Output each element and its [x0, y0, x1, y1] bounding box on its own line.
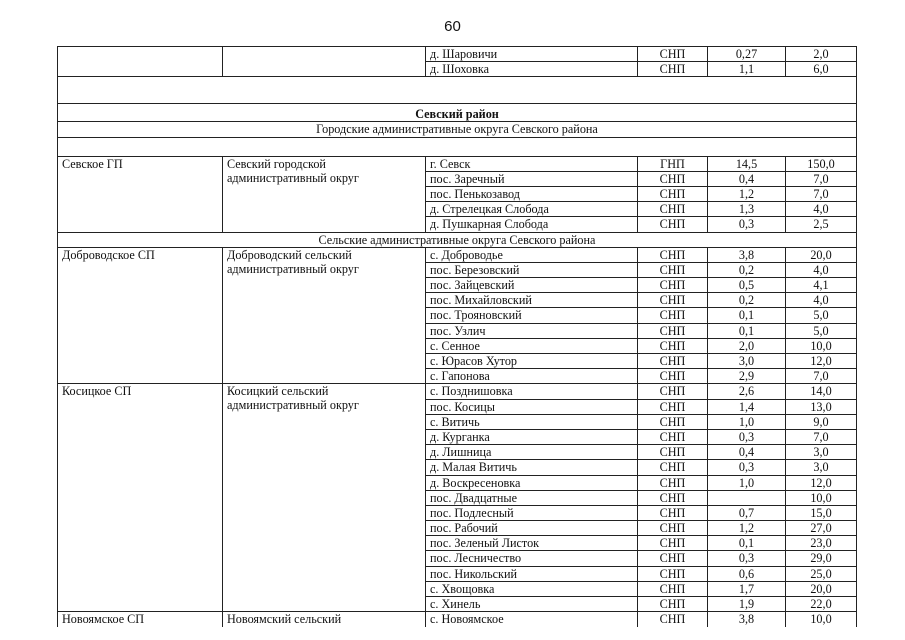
value-2: 2,0 [786, 47, 857, 62]
value-1: 1,3 [708, 202, 786, 217]
value-1: 1,2 [708, 186, 786, 201]
value-1: 0,1 [708, 308, 786, 323]
value-2: 7,0 [786, 429, 857, 444]
value-1: 0,5 [708, 278, 786, 293]
settlement-name: пос. Рабочий [426, 521, 638, 536]
settlement-name: пос. Березовский [426, 262, 638, 277]
table-row [58, 612, 857, 627]
settlement-name: пос. Лесничество [426, 551, 638, 566]
value-1: 0,6 [708, 566, 786, 581]
value-1: 1,1 [708, 62, 786, 77]
settlement-name: д. Шоховка [426, 62, 638, 77]
value-2: 5,0 [786, 323, 857, 338]
settlement-name: пос. Трояновский [426, 308, 638, 323]
value-2: 6,0 [786, 62, 857, 77]
settlement-name: с. Витичь [426, 414, 638, 429]
value-2: 10,0 [786, 490, 857, 505]
settlement-name: пос. Михайловский [426, 293, 638, 308]
value-2: 29,0 [786, 551, 857, 566]
table-row [58, 247, 857, 262]
district-row [58, 104, 857, 122]
value-1: 0,2 [708, 293, 786, 308]
district-title: Севский район [58, 104, 857, 122]
settlement-type: СНП [638, 308, 708, 323]
settlement-name: д. Воскресеновка [426, 475, 638, 490]
value-2: 25,0 [786, 566, 857, 581]
value-2: 5,0 [786, 308, 857, 323]
settlement-type: СНП [638, 460, 708, 475]
settlement-type: ГНП [638, 156, 708, 171]
settlement-type: СНП [638, 612, 708, 627]
section-row [58, 122, 857, 137]
value-2: 7,0 [786, 369, 857, 384]
value-2: 27,0 [786, 521, 857, 536]
value-1: 1,0 [708, 414, 786, 429]
settlement-name: д. Лишница [426, 445, 638, 460]
settlement-type: СНП [638, 217, 708, 232]
value-1: 0,3 [708, 429, 786, 444]
value-1: 0,2 [708, 262, 786, 277]
settlement-type: СНП [638, 278, 708, 293]
area-name: Косицкое СП [58, 384, 223, 612]
settlement-type: СНП [638, 566, 708, 581]
value-2: 7,0 [786, 171, 857, 186]
settlement-type: СНП [638, 247, 708, 262]
settlement-type: СНП [638, 384, 708, 399]
value-2: 13,0 [786, 399, 857, 414]
value-1: 0,1 [708, 323, 786, 338]
municipality-name: Новоямский сельский [223, 612, 426, 627]
area-name: Севское ГП [58, 156, 223, 232]
value-1: 0,4 [708, 171, 786, 186]
settlement-name: д. Пушкарная Слобода [426, 217, 638, 232]
value-2: 7,0 [786, 186, 857, 201]
settlement-type: СНП [638, 47, 708, 62]
value-1: 1,2 [708, 521, 786, 536]
spacer-row [58, 77, 857, 104]
value-2: 22,0 [786, 597, 857, 612]
settlement-type: СНП [638, 429, 708, 444]
settlement-name: с. Хинель [426, 597, 638, 612]
value-2: 4,0 [786, 262, 857, 277]
table-row [58, 47, 857, 62]
settlement-type: СНП [638, 414, 708, 429]
settlement-name: пос. Зайцевский [426, 278, 638, 293]
settlement-name: пос. Двадцатные [426, 490, 638, 505]
value-2: 9,0 [786, 414, 857, 429]
settlement-type: СНП [638, 262, 708, 277]
settlement-type: СНП [638, 490, 708, 505]
municipality-name: Севский городской административный округ [223, 156, 426, 232]
municipality-name: Косицкий сельский административный округ [223, 384, 426, 612]
settlement-name: с. Гапонова [426, 369, 638, 384]
value-2: 4,1 [786, 278, 857, 293]
value-2: 10,0 [786, 338, 857, 353]
area-name: Доброводское СП [58, 247, 223, 384]
value-1: 1,4 [708, 399, 786, 414]
value-2: 150,0 [786, 156, 857, 171]
area-name: Новоямское СП [58, 612, 223, 627]
settlement-type: СНП [638, 171, 708, 186]
settlement-type: СНП [638, 475, 708, 490]
value-1: 0,7 [708, 505, 786, 520]
value-1: 0,3 [708, 551, 786, 566]
settlement-type: СНП [638, 338, 708, 353]
settlements-table [57, 46, 857, 627]
value-2: 3,0 [786, 445, 857, 460]
settlement-name: с. Позднишовка [426, 384, 638, 399]
section-row [58, 232, 857, 247]
value-1: 1,0 [708, 475, 786, 490]
value-1: 0,4 [708, 445, 786, 460]
settlement-type: СНП [638, 186, 708, 201]
settlement-name: д. Малая Витичь [426, 460, 638, 475]
table-row [58, 156, 857, 171]
settlement-type: СНП [638, 202, 708, 217]
value-2: 14,0 [786, 384, 857, 399]
value-1: 0,3 [708, 460, 786, 475]
settlement-name: с. Хвощовка [426, 581, 638, 596]
settlement-type: СНП [638, 536, 708, 551]
urban-section-title: Городские административные округа Севского района [58, 122, 857, 137]
value-1: 3,0 [708, 354, 786, 369]
page-number: 60 [444, 18, 461, 35]
settlement-name: пос. Заречный [426, 171, 638, 186]
value-1: 1,9 [708, 597, 786, 612]
settlement-type: СНП [638, 354, 708, 369]
settlement-name: с. Сенное [426, 338, 638, 353]
settlement-type: СНП [638, 597, 708, 612]
value-2: 12,0 [786, 354, 857, 369]
settlement-type: СНП [638, 323, 708, 338]
settlement-type: СНП [638, 581, 708, 596]
value-2: 20,0 [786, 581, 857, 596]
value-1: 0,3 [708, 217, 786, 232]
value-1: 2,0 [708, 338, 786, 353]
settlement-name: с. Юрасов Хутор [426, 354, 638, 369]
settlement-type: СНП [638, 399, 708, 414]
value-1: 14,5 [708, 156, 786, 171]
settlement-name: д. Шаровичи [426, 47, 638, 62]
gap-row [58, 137, 857, 156]
settlement-type: СНП [638, 551, 708, 566]
settlement-type: СНП [638, 293, 708, 308]
rural-section-title: Сельские административные округа Севского района [58, 232, 857, 247]
settlement-name: с. Новоямское [426, 612, 638, 627]
value-1: 2,6 [708, 384, 786, 399]
settlement-type: СНП [638, 505, 708, 520]
settlement-type: СНП [638, 62, 708, 77]
settlement-name: д. Стрелецкая Слобода [426, 202, 638, 217]
settlement-name: пос. Узлич [426, 323, 638, 338]
value-1: 3,8 [708, 247, 786, 262]
value-1: 3,8 [708, 612, 786, 627]
value-1 [708, 490, 786, 505]
value-1: 1,7 [708, 581, 786, 596]
value-2: 20,0 [786, 247, 857, 262]
settlement-name: д. Курганка [426, 429, 638, 444]
value-1: 0,27 [708, 47, 786, 62]
value-2: 23,0 [786, 536, 857, 551]
value-2: 12,0 [786, 475, 857, 490]
value-2: 10,0 [786, 612, 857, 627]
value-1: 2,9 [708, 369, 786, 384]
settlement-name: пос. Зеленый Листок [426, 536, 638, 551]
value-2: 3,0 [786, 460, 857, 475]
value-2: 4,0 [786, 202, 857, 217]
settlement-type: СНП [638, 521, 708, 536]
settlement-name: пос. Подлесный [426, 505, 638, 520]
settlement-type: СНП [638, 369, 708, 384]
settlement-name: с. Доброводье [426, 247, 638, 262]
value-2: 2,5 [786, 217, 857, 232]
settlement-type: СНП [638, 445, 708, 460]
settlement-name: пос. Пенькозавод [426, 186, 638, 201]
settlement-name: г. Севск [426, 156, 638, 171]
value-1: 0,1 [708, 536, 786, 551]
settlement-name: пос. Никольский [426, 566, 638, 581]
municipality-name: Доброводский сельский административный округ [223, 247, 426, 384]
settlement-name: пос. Косицы [426, 399, 638, 414]
value-2: 15,0 [786, 505, 857, 520]
table-row [58, 384, 857, 399]
value-2: 4,0 [786, 293, 857, 308]
